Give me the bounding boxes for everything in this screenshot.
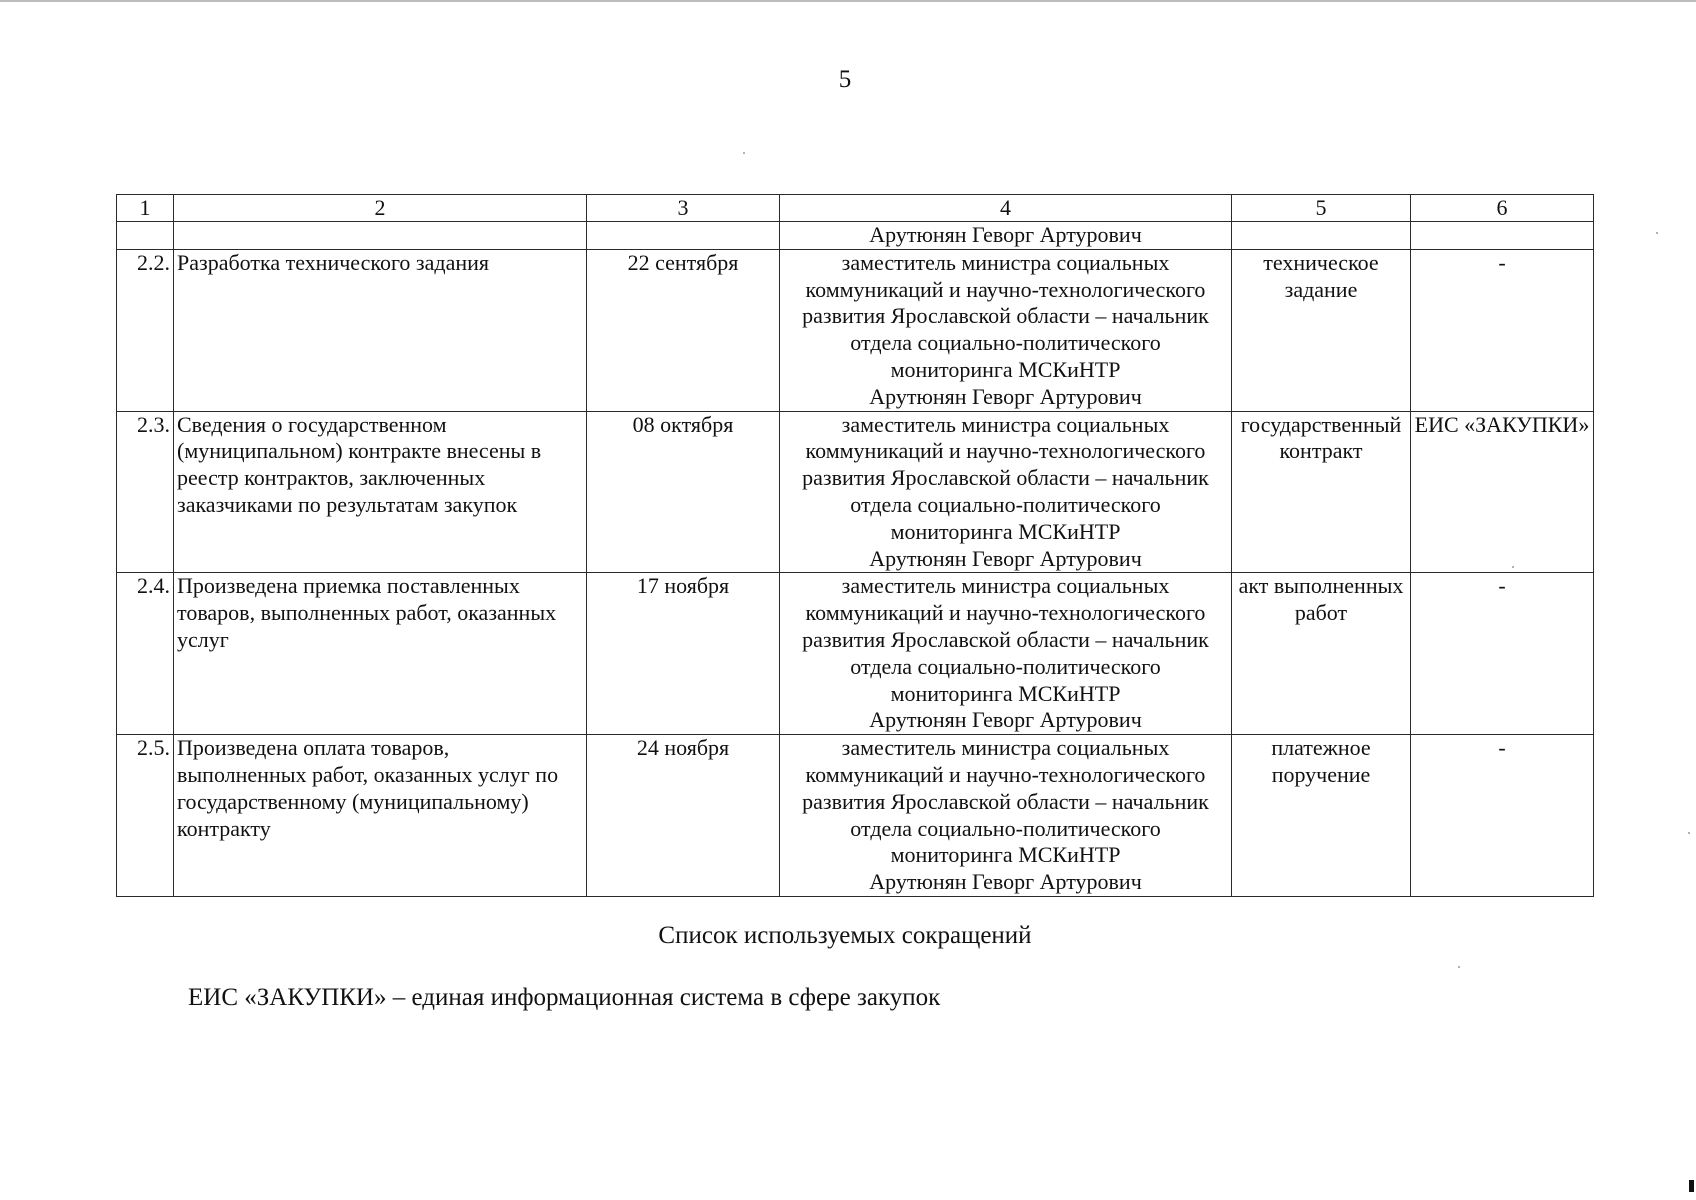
abbreviation-entry: ЕИС «ЗАКУПКИ» – единая информационная система в сфере закупок xyxy=(188,984,941,1011)
event-cell xyxy=(174,222,587,250)
header-cell: 2 xyxy=(174,195,587,222)
document-cell: техническое задание xyxy=(1232,249,1411,411)
document-cell: государственный контракт xyxy=(1232,411,1411,573)
document-cell: платежное поручение xyxy=(1232,735,1411,897)
table-row xyxy=(117,249,1594,411)
header-cell: 3 xyxy=(587,195,780,222)
responsible-cell xyxy=(780,249,1232,411)
system-cell: - xyxy=(1411,573,1594,735)
responsible-line: развития Ярославской области – начальник xyxy=(802,303,1209,329)
responsible-line: мониторинга МСКиНТР xyxy=(890,518,1121,544)
system-cell xyxy=(1411,222,1594,250)
scan-speck xyxy=(1688,832,1690,834)
responsible-line: заместитель министра социальных xyxy=(841,735,1170,761)
procurement-schedule-table xyxy=(116,194,1594,897)
date-cell xyxy=(587,222,780,250)
row-number: 2.4. xyxy=(117,573,174,735)
document-cell xyxy=(1232,222,1411,250)
row-number: 2.3. xyxy=(117,411,174,573)
responsible-line: коммуникаций и научно-технологического xyxy=(805,600,1206,626)
responsible-line: отдела социально-политического xyxy=(850,491,1161,517)
responsible-line: Арутюнян Геворг Артурович xyxy=(869,383,1142,409)
responsible-cell xyxy=(780,411,1232,573)
responsible-line: развития Ярославской области – начальник xyxy=(802,465,1209,491)
responsible-line: развития Ярославской области – начальник xyxy=(802,788,1209,814)
scan-speck xyxy=(1512,566,1514,568)
system-cell: ЕИС «ЗАКУПКИ» xyxy=(1411,411,1594,573)
responsible-line: Арутюнян Геворг Артурович xyxy=(869,545,1142,571)
event-cell: Разработка технического задания xyxy=(174,249,587,411)
responsible-line: отдела социально-политического xyxy=(850,330,1161,356)
responsible-line: коммуникаций и научно-технологического xyxy=(805,761,1206,787)
header-cell: 1 xyxy=(117,195,174,222)
system-cell: - xyxy=(1411,249,1594,411)
continuation-row xyxy=(117,222,1594,250)
num-cell xyxy=(117,222,174,250)
scan-speck xyxy=(1458,966,1460,968)
table-row xyxy=(117,735,1594,897)
row-number: 2.5. xyxy=(117,735,174,897)
date-cell: 22 сентября xyxy=(587,249,780,411)
responsible-line: отдела социально-политического xyxy=(850,815,1161,841)
event-cell: Сведения о государственном (муниципальном) контракте внесены в реестр контрактов, заключенных заказчиками по результатам закупок xyxy=(174,411,587,573)
responsible-line: мониторинга МСКиНТР xyxy=(890,356,1121,382)
responsible-line: мониторинга МСКиНТР xyxy=(890,680,1121,706)
system-cell: - xyxy=(1411,735,1594,897)
event-cell: Произведена оплата товаров, выполненных работ, оказанных услуг по государственному (муниципальному) контракту xyxy=(174,735,587,897)
scan-top-edge xyxy=(0,0,1696,2)
scan-edge-mark xyxy=(1689,1180,1694,1192)
date-cell: 17 ноября xyxy=(587,573,780,735)
responsible-cell xyxy=(780,573,1232,735)
responsible-line: заместитель министра социальных xyxy=(841,249,1170,275)
date-cell: 08 октября xyxy=(587,411,780,573)
header-cell: 6 xyxy=(1411,195,1594,222)
header-cell: 4 xyxy=(780,195,1232,222)
page-number: 5 xyxy=(838,66,852,93)
responsible-line: заместитель министра социальных xyxy=(841,573,1170,599)
document-cell: акт выполненных работ xyxy=(1232,573,1411,735)
date-cell: 24 ноября xyxy=(587,735,780,897)
event-cell: Произведена приемка поставленных товаров, выполненных работ, оказанных услуг xyxy=(174,573,587,735)
responsible-line: Арутюнян Геворг Артурович xyxy=(869,869,1142,895)
responsible-line: отдела социально-политического xyxy=(850,653,1161,679)
row-number: 2.2. xyxy=(117,249,174,411)
table-header-row xyxy=(117,195,1594,222)
responsible-line: коммуникаций и научно-технологического xyxy=(805,438,1206,464)
table-row xyxy=(117,411,1594,573)
abbreviations-heading: Список используемых сокращений xyxy=(658,922,1032,949)
responsible-line: Арутюнян Геворг Артурович xyxy=(869,707,1142,733)
header-cell: 5 xyxy=(1232,195,1411,222)
scan-speck xyxy=(1656,232,1658,234)
responsible-cell: Арутюнян Геворг Артурович xyxy=(780,222,1232,250)
responsible-line: заместитель министра социальных xyxy=(841,411,1170,437)
responsible-line: коммуникаций и научно-технологического xyxy=(805,276,1206,302)
responsible-cell xyxy=(780,735,1232,897)
responsible-line: развития Ярославской области – начальник xyxy=(802,626,1209,652)
responsible-line: мониторинга МСКиНТР xyxy=(890,842,1121,868)
scan-speck xyxy=(743,152,745,154)
table-row xyxy=(117,573,1594,735)
